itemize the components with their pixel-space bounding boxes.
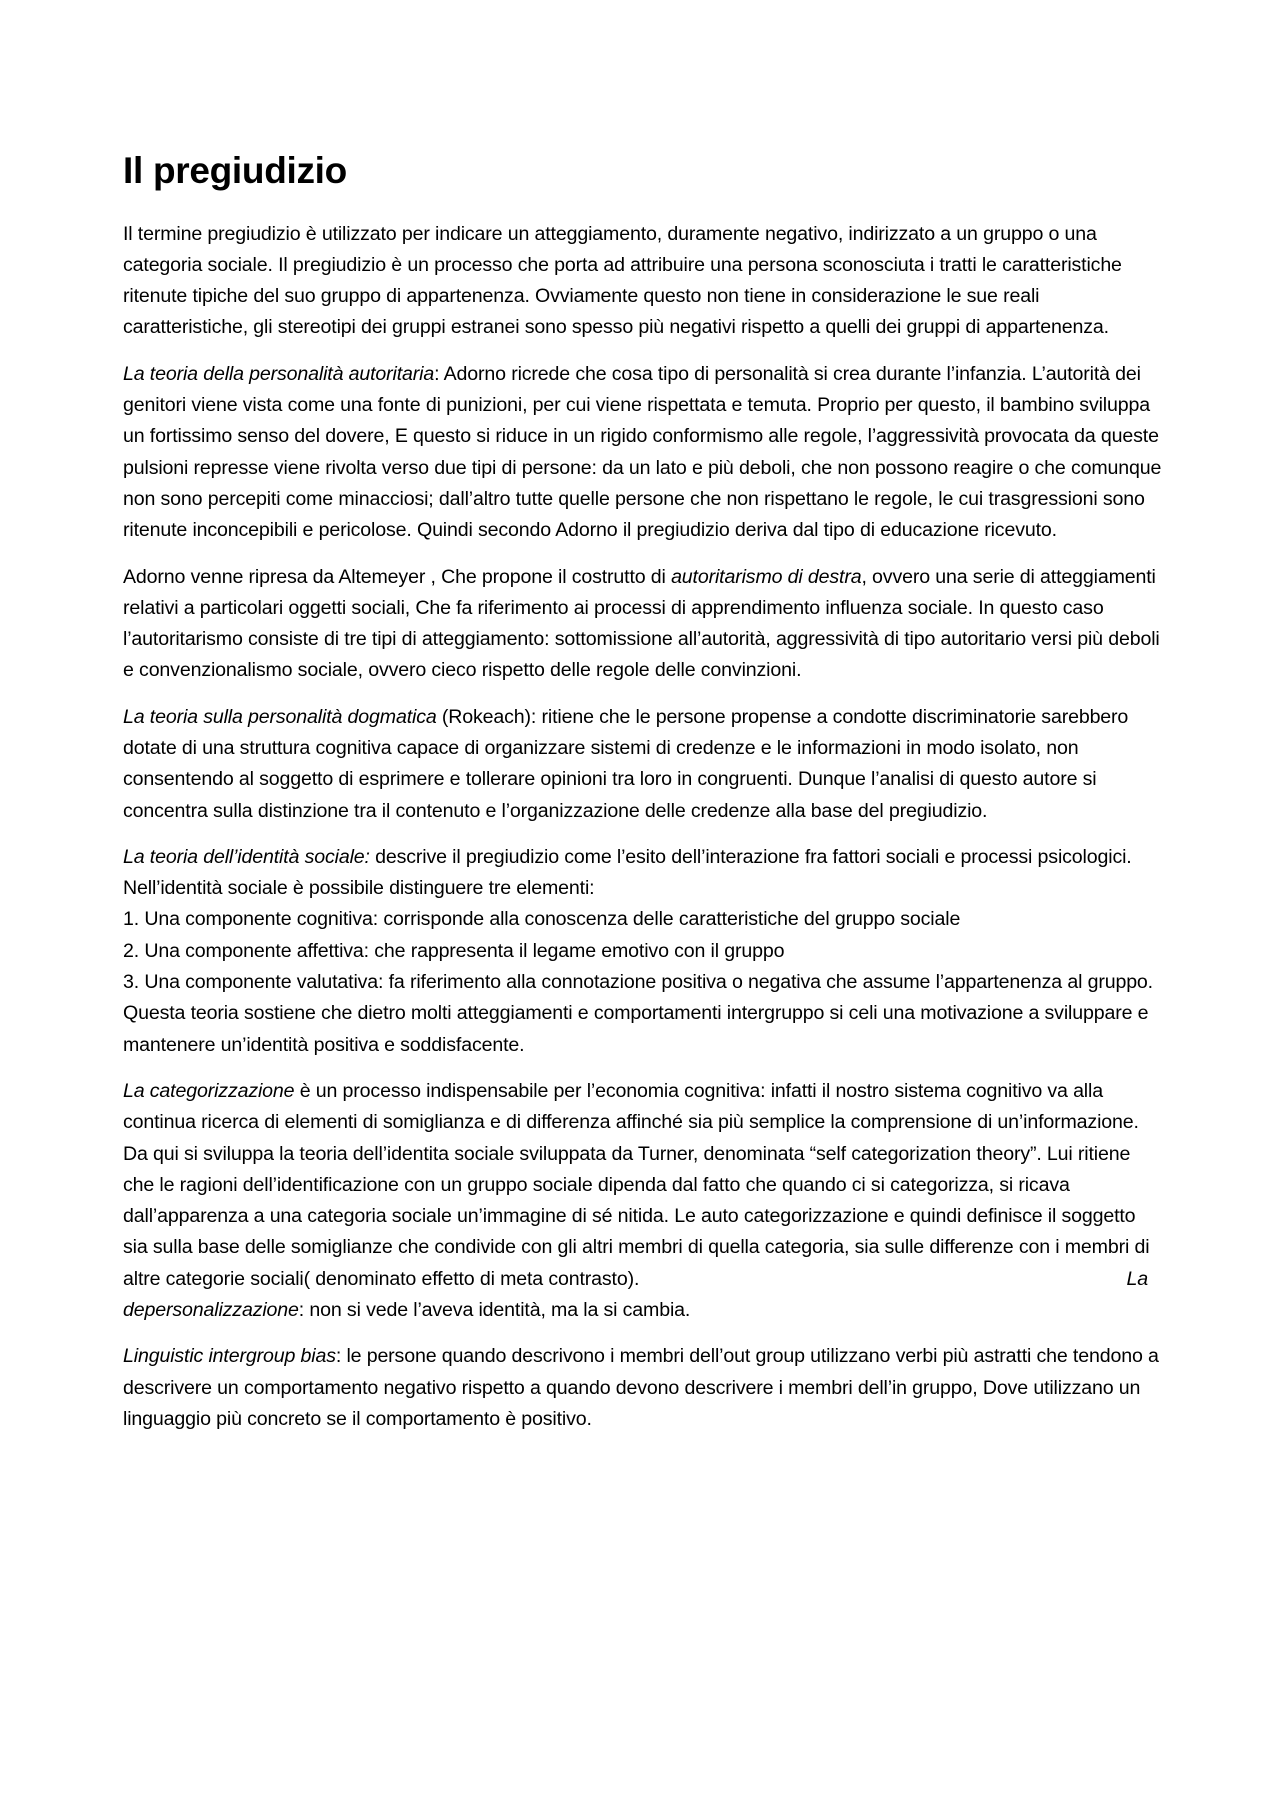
paragraph-social-identity-intro: descrive il pregiudizio come l’esito dell’interazione fra fattori sociali e processi psicologici. Nell’identità sociale è possibile distinguere tre elementi: — [123, 845, 1132, 900]
paragraph-altemeyer — [123, 562, 1163, 687]
paragraph-depersonalization — [123, 1295, 1163, 1326]
term-depersonalization: depersonalizzazione — [123, 1299, 299, 1322]
paragraph-dogmatic-text: (Rokeach): ritiene che le persone propense a condotte discriminatorie sarebbero dotate di una struttura cognitiva capace di organizzare sistemi di credenze e le informazioni in modo isolato, non consentendo al soggetto di esprimere e tollerare opinioni tra loro in congruenti. Dunque l’analisi di questo autore si concentra sulla distinzione tra il contenuto e l’organizzazione delle credenze alla base del pregiudizio. — [123, 705, 1129, 822]
document-title: Il pregiudizio — [123, 150, 347, 191]
term-right-wing-authoritarianism: autoritarismo di destra — [671, 565, 862, 588]
term-dogmatic-personality: La teoria sulla personalità dogmatica — [123, 705, 437, 728]
list-item: 1. Una componente cognitiva: corrisponde alla conoscenza delle caratteristiche del gruppo sociale — [123, 908, 961, 931]
paragraph-authoritarian-personality — [123, 359, 1163, 547]
paragraph-categorization — [123, 1076, 1163, 1326]
list-item: 3. Una componente valutativa: fa riferimento alla connotazione positiva o negativa che assume l’appartenenza al gruppo. — [123, 971, 1153, 994]
term-authoritarian-personality: La teoria della personalità autoritaria — [123, 362, 435, 385]
paragraph-depersonalization-text: : non si vede l’aveva identità, ma la si cambia. — [298, 1299, 691, 1322]
document-page — [123, 150, 1163, 1450]
paragraph-intro — [123, 219, 1163, 344]
term-linguistic-intergroup-bias: Linguistic intergroup bias — [123, 1345, 336, 1368]
paragraph-social-identity — [123, 842, 1163, 1061]
term-social-identity: La teoria dell’identità sociale: — [123, 845, 370, 868]
paragraph-altemeyer-before: Adorno venne ripresa da Altemeyer , Che propone il costrutto di — [123, 565, 672, 588]
paragraph-linguistic-bias-text: : le persone quando descrivono i membri dell’out group utilizzano verbi più astratti che tendono a descrivere un comportamento negativo rispetto a quando devono descrivere i membri dell’in gruppo, Dove utilizzano un linguaggio più concreto se il comportamento è positivo. — [123, 1345, 1159, 1430]
paragraph-altemeyer-after: , ovvero una serie di atteggiamenti relativi a particolari oggetti sociali, Che fa riferimento ai processi di apprendimento influenza sociale. In questo caso l’autoritarismo consiste di tre tipi di atteggiamento: sottomissione all’autorità, aggressività di tipo autoritario versi più deboli e convenzionalismo sociale, ovvero cieco rispetto delle regole delle convinzioni. — [123, 565, 1160, 682]
paragraph-categorization-text: è un processo indispensabile per l’economia cognitiva: infatti il nostro sistema cognitivo va alla continua ricerca di elementi di somiglianza e di differenza affinché sia più semplice la comprensione di un’informazione. Da qui si sviluppa la teoria dell’identita sociale sviluppata da Turner, denominata “self categorization theory”. Lui ritiene che le ragioni dell’identificazione con un gruppo sociale dipenda dal fatto che quando ci si categorizza, si ricava dall’apparenza a una categoria sociale un’immagine di sé nitida. Le auto categorizzazione e quindi definisce il soggetto sia sulla base delle somiglianze che condivide con gli altri membri di quella categoria, sia sulle differenze con i membri di altre categorie sociali( denominato effetto di meta contrasto). — [123, 1079, 1150, 1290]
paragraph-social-identity-closing: Questa teoria sostiene che dietro molti atteggiamenti e comportamenti intergruppo si celi una motivazione a sviluppare e mantenere un’identità positiva e soddisfacente. — [123, 1002, 1149, 1056]
list-item: 2. Una componente affettiva: che rappresenta il legame emotivo con il gruppo — [123, 939, 785, 962]
paragraph-intro-text: Il termine pregiudizio è utilizzato per indicare un atteggiamento, duramente negativo, indirizzato a un gruppo o una categoria sociale. Il pregiudizio è un processo che porta ad attribuire una persona sconosciuta i tratti le caratteristiche ritenute tipiche del suo gruppo di appartenenza. Ovviamente questo non tiene in considerazione le sue reali caratteristiche, gli stereotipi dei gruppi estranei sono spesso più negativi rispetto a quelli dei gruppi di appartenenza. — [123, 222, 1122, 339]
term-categorization: La categorizzazione — [123, 1079, 295, 1102]
paragraph-dogmatic-personality — [123, 702, 1163, 827]
paragraph-linguistic-bias — [123, 1341, 1163, 1435]
term-depersonalization-start: La — [1126, 1267, 1148, 1290]
paragraph-authoritarian-text: : Adorno ricrede che cosa tipo di personalità si crea durante l’infanzia. L’autorità dei genitori viene vista come una fonte di punizioni, per cui viene rispettata e temuta. Proprio per questo, il bambino sviluppa un fortissimo senso del dovere, E questo si riduce in un rigido conformismo alle regole, l’aggressività provocata da queste pulsioni represse viene rivolta verso due tipi di persone: da un lato e più deboli, che non possono reagire o che comunque non sono percepiti come minacciosi; dall’altro tutte quelle persone che non rispettano le regole, le cui trasgressioni sono ritenute inconcepibili e pericolose. Quindi secondo Adorno il pregiudizio deriva dal tipo di educazione ricevuto. — [123, 362, 1162, 542]
